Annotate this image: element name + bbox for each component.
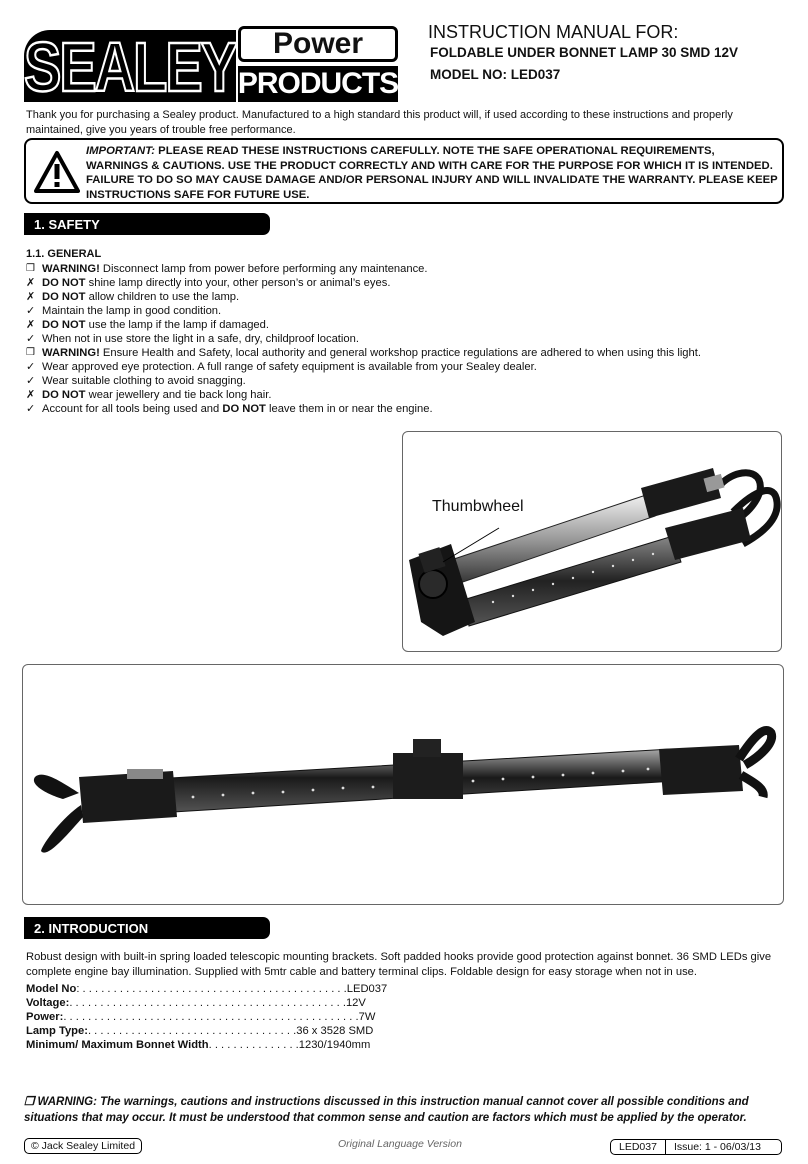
spec-row: Lamp Type: . . . . . . . . . . . . . . . . . . . . . . . . . . . . . . . . . . 36 x 3528 SMD (26, 1025, 374, 1037)
check-icon: ✓ (26, 305, 36, 317)
list-item: ✓ When not in use store the light in a safe, dry, childproof location. (26, 333, 359, 345)
product-title: FOLDABLE UNDER BONNET LAMP 30 SMD 12V (430, 45, 739, 60)
footer-copyright: © Jack Sealey Limited (24, 1138, 142, 1154)
list-item: ✗ DO NOT wear jewellery and tie back long hair. (26, 389, 272, 401)
cross-icon: ✗ (26, 319, 36, 331)
intro-paragraph: Thank you for purchasing a Sealey product. Manufactured to a high standard this product will, if used according to these instructions and properly maintained, give you years of trouble free performance. (26, 109, 733, 136)
checkbox-icon: ❒ (26, 263, 35, 274)
list-item: ✓ Wear approved eye protection. A full range of safety equipment is available from your Sealey dealer. (26, 361, 537, 373)
list-item: ✓ Account for all tools being used and DO NOT leave them in or near the engine. (26, 403, 433, 415)
brand-logo (24, 26, 398, 104)
sealey-logo (23, 26, 237, 106)
section-introduction-header: 2. INTRODUCTION (24, 917, 270, 939)
general-subheading: 1.1. GENERAL (26, 248, 102, 260)
safety-list (26, 262, 786, 416)
spec-row: Minimum/ Maximum Bonnet Width . . . . . . . . . . . . . . . 1230/1940mm (26, 1039, 371, 1051)
cross-icon: ✗ (26, 291, 36, 303)
list-item: ✗ DO NOT use the lamp if the lamp if damaged. (26, 319, 269, 331)
footer-model: LED037 (619, 1141, 657, 1153)
spec-row: Power: . . . . . . . . . . . . . . . . . . . . . . . . . . . . . . . . . . . . . . . . . . . . . . . . 7W (26, 1011, 376, 1023)
check-icon: ✓ (26, 361, 36, 373)
spec-row: Model No : . . . . . . . . . . . . . . . . . . . . . . . . . . . . . . . . . . . . . . . . . . . LED037 (26, 983, 388, 995)
footer-language-note: Original Language Version (338, 1138, 462, 1150)
power-wordmark: Power (238, 26, 398, 62)
extended-lamp-illustration (23, 665, 784, 905)
check-icon: ✓ (26, 375, 36, 387)
thumbwheel-label: Thumbwheel (432, 498, 524, 515)
product-description: Robust design with built-in spring loaded telescopic mounting brackets. Soft padded hooks provide good protection against bonnet. 36 SMD LEDs give complete engine bay illumination. Supplied with 5mtr cable and battery terminal clips. Foldable design for easy storage when not in use. (26, 951, 772, 978)
spec-row: Voltage: . . . . . . . . . . . . . . . . . . . . . . . . . . . . . . . . . . . . . . . . . . . . . 12V (26, 997, 366, 1009)
important-body: PLEASE READ THESE INSTRUCTIONS CAREFULLY. NOTE THE SAFE OPERATIONAL REQUIREMENTS, WARNINGS & CAUTIONS. USE THE PRODUCT CORRECTLY AND WITH CARE FOR THE PURPOSE FOR WHICH IT IS INTENDED. FAILURE TO DO SO MAY CAUSE DAMAGE AND/OR PERSONAL INJURY AND WILL INVALIDATE THE WARRANTY. PLEASE KEEP INSTRUCTIONS SAFE FOR FUTURE USE. (86, 145, 778, 201)
folded-lamp-photo (402, 431, 782, 652)
sealey-wordmark: SEALEY (23, 26, 237, 106)
final-warning: ❒ WARNING: The warnings, cautions and instructions discussed in this instruction manual cannot cover all possible conditions and situations that may occur. It must be understood that common sense and caution are factors which must be applied by the operator. (24, 1096, 749, 1124)
list-item: ✗ DO NOT allow children to use the lamp. (26, 291, 240, 303)
extended-lamp-photo (22, 664, 784, 905)
folded-lamp-illustration (403, 432, 782, 652)
list-item: ✗ DO NOT shine lamp directly into your, other person’s or animal’s eyes. (26, 277, 391, 289)
list-item: ❒ WARNING! Disconnect lamp from power before performing any maintenance. (26, 263, 428, 275)
manual-heading: INSTRUCTION MANUAL FOR: (428, 22, 679, 42)
cross-icon: ✗ (26, 389, 36, 401)
footer-issue: Issue: 1 - 06/03/13 (665, 1140, 769, 1154)
checkbox-icon: ❒ (26, 347, 35, 358)
footer-model-issue (610, 1139, 782, 1155)
products-wordmark: PRODUCTS (237, 67, 399, 100)
important-lead: IMPORTANT: (86, 145, 156, 157)
list-item: ✓ Wear suitable clothing to avoid snagging. (26, 375, 246, 387)
warning-triangle-icon (34, 150, 80, 194)
specifications (26, 982, 387, 1052)
important-notice-box (24, 138, 784, 204)
cross-icon: ✗ (26, 277, 36, 289)
important-notice-text (86, 144, 778, 202)
model-number: MODEL NO: LED037 (430, 67, 561, 82)
list-item: ✓ Maintain the lamp in good condition. (26, 305, 222, 317)
check-icon: ✓ (26, 333, 36, 345)
list-item: ❒ WARNING! Ensure Health and Safety, local authority and general workshop practice regulations are adhered to when using this light. (26, 347, 701, 359)
check-icon: ✓ (26, 403, 36, 415)
section-safety-header: 1. SAFETY (24, 213, 270, 235)
